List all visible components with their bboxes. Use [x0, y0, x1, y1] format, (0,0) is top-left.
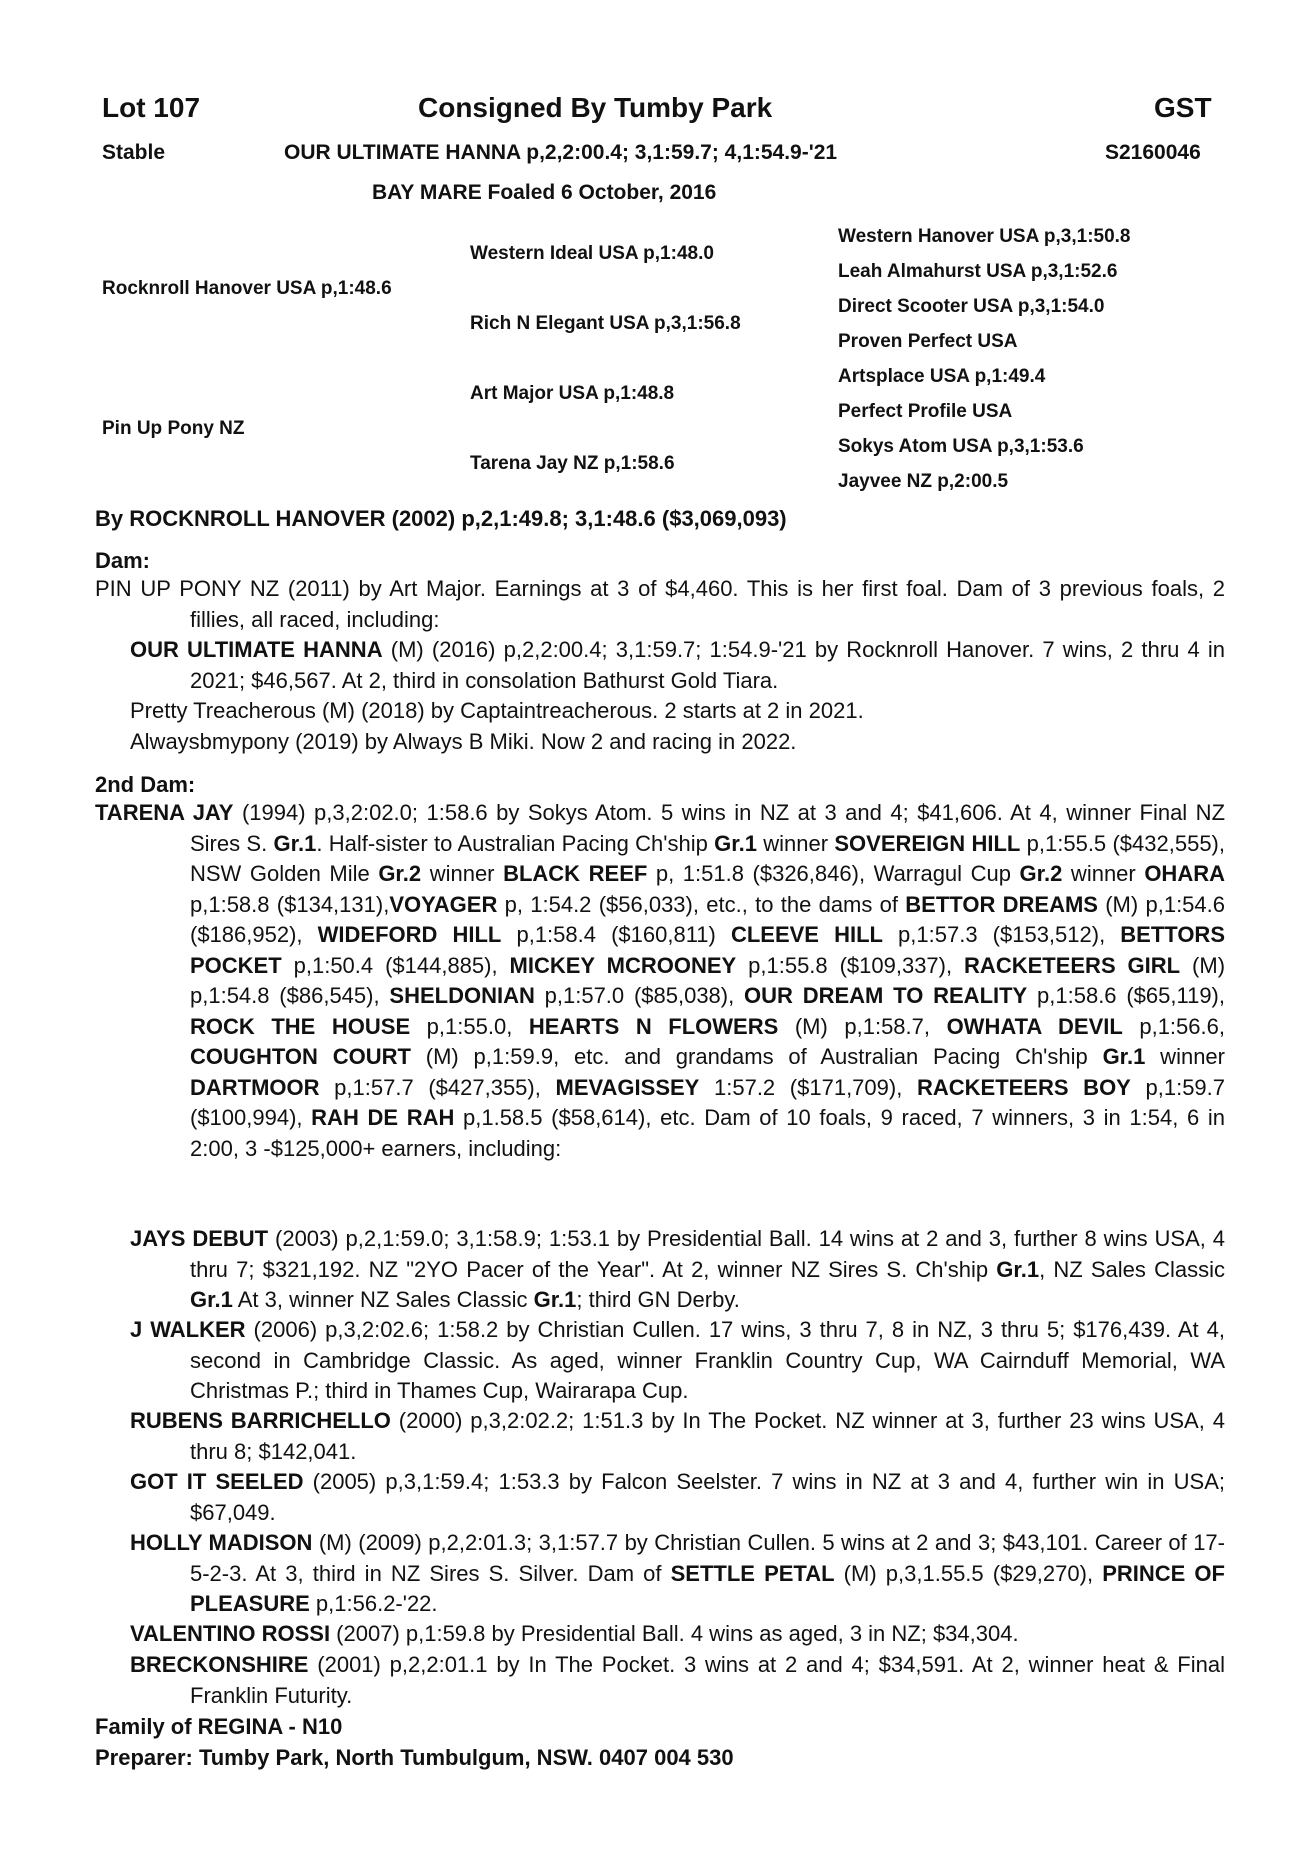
progeny-rubens-barrichello: RUBENS BARRICHELLO (2000) p,3,2:02.2; 1:51.3 by In The Pocket. NZ winner at 3, further 23 wins USA, 4 thru 8; $142,041.: [130, 1408, 1225, 1464]
progeny-name: OUR ULTIMATE HANNA: [130, 637, 383, 662]
pedigree-dam-sire: Art Major USA p,1:48.8: [470, 383, 675, 404]
pedigree-g3-5: Artsplace USA p,1:49.4: [838, 366, 1046, 387]
pedigree-dam-dam: Tarena Jay NZ p,1:58.6: [470, 453, 675, 474]
progeny-holly-madison: HOLLY MADISON (M) (2009) p,2,2:01.3; 3,1:57.7 by Christian Cullen. 5 wins at 2 and 3; $43,101. Career of 17-5-2-3. At 3, third in NZ Sires S. Silver. Dam of SETTLE PETAL (M) p,3,1.55.5 ($29,270), PRINCE OF PLEASURE p,1:56.2-'22.: [130, 1530, 1225, 1616]
pedigree-sire: Rocknroll Hanover USA p,1:48.6: [102, 278, 392, 299]
sire-line: By ROCKNROLL HANOVER (2002) p,2,1:49.8; 3,1:48.6 ($3,069,093): [95, 506, 787, 531]
progeny-valentino-rossi: VALENTINO ROSSI (2007) p,1:59.8 by Presidential Ball. 4 wins as aged, 3 in NZ; $34,304.: [130, 1621, 1019, 1646]
dam-heading: Dam:: [95, 548, 151, 573]
progeny-pretty-treacherous: Pretty Treacherous (M) (2018) by Captaintreacherous. 2 starts at 2 in 2021.: [130, 698, 864, 723]
progeny-our-ultimate-hanna: OUR ULTIMATE HANNA (M) (2016) p,2,2:00.4; 3,1:59.7; 1:54.9-'21 by Rocknroll Hanover. 7 wins, 2 thru 4 in 2021; $46,567. At 2, third in consolation Bathurst Gold Tiara.: [130, 637, 1225, 693]
pedigree-g3-3: Direct Scooter USA p,3,1:54.0: [838, 296, 1105, 317]
pedigree-g3-8: Jayvee NZ p,2:00.5: [838, 471, 1009, 492]
pedigree-g3-1: Western Hanover USA p,3,1:50.8: [838, 226, 1131, 247]
pedigree-g3-6: Perfect Profile USA: [838, 401, 1013, 422]
stable-label: Stable: [102, 141, 166, 164]
progeny-jays-debut: JAYS DEBUT (2003) p,2,1:59.0; 3,1:58.9; 1:53.1 by Presidential Ball. 14 wins at 2 and 3, further 8 wins USA, 4 thru 7; $321,192. NZ "2YO Pacer of the Year". At 2, winner NZ Sires S. Ch'ship Gr.1, NZ Sales Classic Gr.1 At 3, winner NZ Sales Classic Gr.1; third GN Derby.: [130, 1226, 1225, 1312]
progeny-got-it-seeled: GOT IT SEELED (2005) p,3,1:59.4; 1:53.3 by Falcon Seelster. 7 wins in NZ at 3 and 4, further win in USA; $67,049.: [130, 1469, 1225, 1525]
dam-intro: PIN UP PONY NZ (2011) by Art Major. Earnings at 3 of $4,460. This is her first foal. Dam of 3 previous foals, 2 fillies, all raced, including:: [95, 576, 1225, 632]
pedigree-g3-2: Leah Almahurst USA p,3,1:52.6: [838, 261, 1118, 282]
pedigree-g3-7: Sokys Atom USA p,3,1:53.6: [838, 436, 1084, 457]
gst-label: GST: [1154, 92, 1212, 123]
progeny-breckonshire: BRECKONSHIRE (2001) p,2,2:01.1 by In The Pocket. 3 wins at 2 and 4; $34,591. At 2, winner heat & Final Franklin Futurity.: [130, 1652, 1225, 1708]
pedigree-sire-dam: Rich N Elegant USA p,3,1:56.8: [470, 313, 741, 334]
second-dam-heading: 2nd Dam:: [95, 772, 196, 797]
consignor: Consigned By Tumby Park: [418, 92, 773, 123]
preparer-line: Preparer: Tumby Park, North Tumbulgum, NSW. 0407 004 530: [95, 1745, 734, 1770]
pedigree-g3-4: Proven Perfect USA: [838, 331, 1018, 352]
second-dam-tarena-jay: TARENA JAY (1994) p,3,2:02.0; 1:58.6 by Sokys Atom. 5 wins in NZ at 3 and 4; $41,606. At 4, winner Final NZ Sires S. Gr.1. Half-sister to Australian Pacing Ch'ship Gr.1 winner SOVEREIGN HILL p,1:55.5 ($432,555), NSW Golden Mile Gr.2 winner BLACK REEF p, 1:51.8 ($326,846), Warragul Cup Gr.2 winner OHARA p,1:58.8 ($134,131),VOYAGER p, 1:54.2 ($56,033), etc., to the dams of BETTOR DREAMS (M) p,1:54.6 ($186,952), WIDEFORD HILL p,1:58.4 ($160,811) CLEEVE HILL p,1:57.3 ($153,512), BETTORS POCKET p,1:50.4 ($144,885), MICKEY MCROONEY p,1:55.8 ($109,337), RACKETEERS GIRL (M) p,1:54.8 ($86,545), SHELDONIAN p,1:57.0 ($85,038), OUR DREAM TO REALITY p,1:58.6 ($65,119), ROCK THE HOUSE p,1:55.0, HEARTS N FLOWERS (M) p,1:58.7, OWHATA DEVIL p,1:56.6, COUGHTON COURT (M) p,1:59.9, etc. and grandams of Australian Pacing Ch'ship Gr.1 winner DARTMOOR p,1:57.7 ($427,355), MEVAGISSEY 1:57.2 ($171,709), RACKETEERS BOY p,1:59.7 ($100,994), RAH DE RAH p,1.58.5 ($58,614), etc. Dam of 10 foals, 9 raced, 7 winners, 3 in 1:54, 6 in 2:00, 3 -$125,000+ earners, including:: [95, 800, 1226, 1161]
horse-description: BAY MARE Foaled 6 October, 2016: [372, 181, 717, 204]
registration-number: S2160046: [1105, 141, 1201, 164]
pedigree-sire-sire: Western Ideal USA p,1:48.0: [470, 243, 714, 264]
horse-title: OUR ULTIMATE HANNA p,2,2:00.4; 3,1:59.7; 4,1:54.9-'21: [284, 141, 838, 164]
family-line: Family of REGINA - N10: [95, 1714, 343, 1739]
pedigree-dam: Pin Up Pony NZ: [102, 418, 245, 439]
progeny-j-walker: J WALKER (2006) p,3,2:02.6; 1:58.2 by Christian Cullen. 17 wins, 3 thru 7, 8 in NZ, 3 thru 5; $176,439. At 4, second in Cambridge Classic. As aged, winner Franklin Country Cup, WA Cairnduff Memorial, WA Christmas P.; third in Thames Cup, Wairarapa Cup.: [130, 1317, 1225, 1403]
lot-number: Lot 107: [102, 92, 201, 123]
progeny-alwaysbmypony: Alwaysbmypony (2019) by Always B Miki. Now 2 and racing in 2022.: [130, 729, 797, 754]
